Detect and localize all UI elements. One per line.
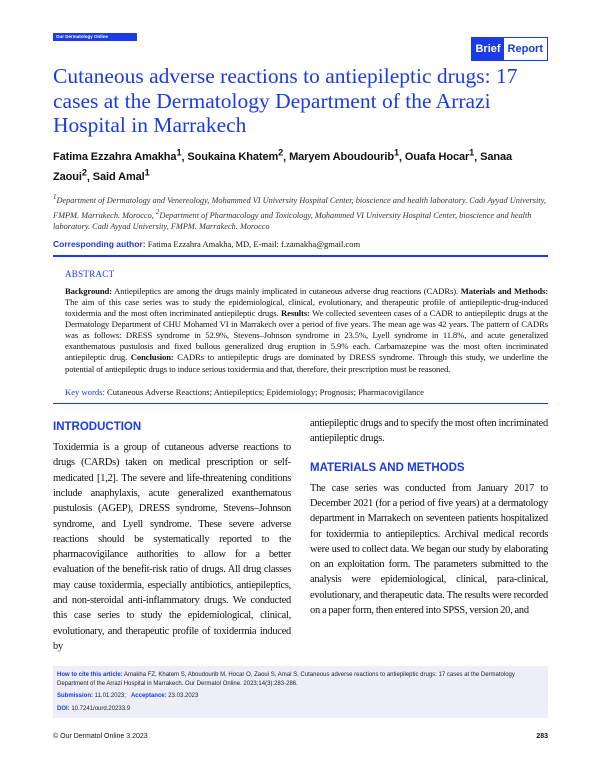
- badge-report: Report: [504, 38, 547, 60]
- dates: Submission: 11.01.2023; Acceptance: 23.03.2023: [57, 693, 199, 700]
- article-title: Cutaneous adverse reactions to antiepileptic drugs: 17 cases at the Dermatology Department of the Arrazi Hospital in Marrakech: [53, 64, 518, 137]
- author: Maryem Aboudourib$^1$: [289, 147, 399, 164]
- author: Fatima Ezzahra Amakha$^1$: [53, 147, 182, 164]
- copyright: © Our Dermatol Online 3.2023: [53, 733, 148, 741]
- introduction-heading: INTRODUCTION: [53, 421, 142, 434]
- divider: [53, 255, 548, 257]
- journal-tag: Our Dermatology Online: [53, 33, 137, 41]
- affiliations: $^1$Department of Dermatology and Venereology, Mohammed VI University Hospital Center, bioscience and health laboratory. Cadi Ayyad University, FMPM. Marrakech. Morocco, $^2$Department of Pharmacology and Toxicology, Mohammed VI University Hospital Center, bioscience and health laboratory. Cadi Ayyad University, FMPM. Marrakech. Morocco: [53, 193, 546, 232]
- right-column: [310, 416, 548, 654]
- citation-box: [53, 666, 548, 718]
- abstract-body: Background: Antiepileptics are among the drugs mainly implicated in cutaneous adverse drug reactions (CADRs). Materials and Methods: The aim of this case series was to study the epidemiological, clinical, evolutionary, and therapeutic profile of antiepileptic-drug-induced toxidermia and the most often incriminated antiepileptic drugs. Results: We collected seventeen cases of a CADR to antiepileptic drugs at the Dermatology Department of CHU Mohamed VI in Marrakech over a period of five years. The mean age was 42 years. The pattern of CADRs was as follows: DRESS syndrome in 52.9%, Stevens–Johnson syndrome in 23.5%, Lyell syndrome in 11.8%, and acute generalized exanthematous pustulosis and fixed bullous generalized drug eruption in 5.9% each. Carbamazepine was the most often incriminated antiepileptic drug. Conclusion: CADRs to antiepileptic drugs are dominated by DRESS syndrome. Through this study, we underline the potential of antiepileptic drugs to induce serious toxidermia and that, therefore, their prescription must be reasoned.: [65, 285, 549, 374]
- article-type-badge: [471, 37, 548, 61]
- introduction-text-continued: antiepileptic drugs and to specify the most often incriminated antiepileptic drugs.: [310, 418, 548, 445]
- methods-text: The case series was conducted from January 2017 to December 2021 (for a period of five years) at a dermatology department in Marrakech on seventeen patients hospitalized for toxidermia to antiepileptics. Archival medical records were used to collect data. We began our study by elaborating on an exploitation form. The parameters submitted to the analysis were epidemiological, clinical, para-clinical, evolutionary, and therapeutic data. The results were recorded on a paper form, then entered into SPSS, version 20, and: [310, 482, 548, 617]
- page-number: 283: [536, 733, 548, 741]
- author: Said Amal$^1$: [92, 167, 150, 184]
- body-columns: [53, 416, 548, 654]
- author: Ouafa Hocar$^1$: [404, 147, 475, 164]
- keywords: Key words: Cutaneous Adverse Reactions; Antiepileptics; Epidemiology; Prognosis; Pharmacovigilance: [65, 386, 424, 397]
- author: Sanaa Zaoui$^2$: [53, 151, 513, 184]
- methods-heading: MATERIALS AND METHODS: [310, 461, 465, 474]
- badge-brief: Brief: [472, 38, 503, 60]
- how-to-cite: How to cite this article: Amakha FZ, Khatem S, Aboudourib M, Hocar O, Zaoui S, Amal S. Cutaneous adverse reactions to antiepileptic drugs: 17 cases at the Dermatology Department of the Arrazi Hospital in Marrakech. Our Dermatol Online. 2023;14(3):283-286.: [57, 672, 515, 687]
- introduction-text: Toxidermia is a group of cutaneous adverse reactions to drugs (CARDs) taken on medical prescription or self-medicated [1,2]. The severe and life-threatening conditions include anaphylaxis, acute generalized exanthematous pustulosis (AGEP), DRESS syndrome, Stevens–Johnson syndrome, and Lyell syndrome. These severe adverse reactions should be systematically reported to the pharmacovigilance authorities to allow for a better evaluation of the benefit-risk ratio of drugs. All drug classes may cause toxidermia, especially antibiotics, antiepileptics, and non-steroidal anti-inflammatory drugs. We conducted this case series to study the epidemiological, clinical, evolutionary, and therapeutic profile of toxidermia induced by: [53, 442, 291, 652]
- corresponding-author: Corresponding author: Fatima Ezzahra Amakha, MD, E-mail: f.zamakha@gmail.com: [53, 239, 361, 250]
- author-list: Fatima Ezzahra Amakha$^1$, Soukaina Khatem$^2$, Maryem Aboudourib$^1$, Ouafa Hocar$^1$, Sanaa Zaoui$^2$, Said Amal$^1$: [53, 147, 513, 184]
- abstract-heading: ABSTRACT: [65, 268, 115, 279]
- page-footer: [53, 732, 548, 741]
- divider: [53, 403, 548, 405]
- page-header: [53, 33, 548, 63]
- doi[interactable]: DOI: 10.7241/ourd.20233.9: [57, 705, 131, 712]
- left-column: [53, 416, 291, 654]
- author: Soukaina Khatem$^2$: [187, 147, 284, 164]
